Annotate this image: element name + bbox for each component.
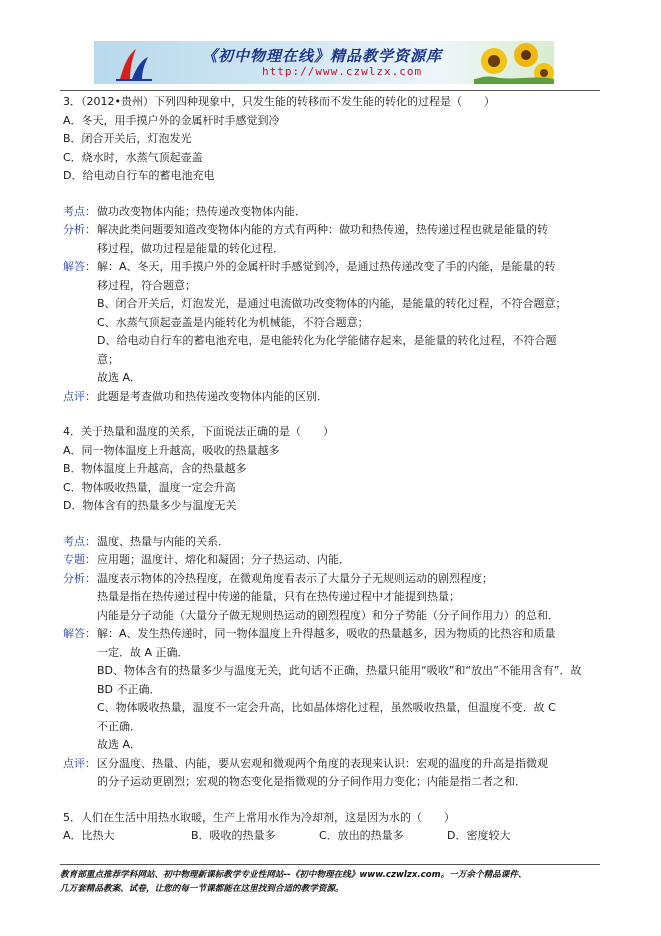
q5-stem: 5．人们在生活中用热水取暖，生产上常用水作为冷却剂，这是因为水的（ ） <box>63 810 455 824</box>
q5-option-c: C．放出的热量多 <box>319 829 404 842</box>
fenxi-line: 温度表示物体的冷热程度，在微观角度看表示了大量分子无规则运动的剧烈程度； <box>97 571 493 585</box>
fenxi-label: 分析： <box>63 223 96 236</box>
jieda-line: 意； <box>97 352 119 366</box>
sunflower-image <box>474 41 554 84</box>
footer-line-2: 几万套精品教案、试卷，让您的每一节课都能在这里找到合适的教学资源。 <box>60 884 344 894</box>
page-footer <box>60 864 600 896</box>
zhuanti-label: 专题： <box>63 553 96 566</box>
jieda-line: 解：A、冬天，用手摸户外的金属杆时手感觉到冷，是通过热传递改变了手的内能，是能量的转 <box>97 260 556 273</box>
banner-url[interactable]: http://www.czwlzx.com <box>262 65 423 78</box>
fenxi-line: 解决此类问题要知道改变物体内能的方式有两种：做功和热传递，热传递过程也就是能量的转 <box>97 223 548 236</box>
jieda-line: BD、物体含有的热量多少与温度无关，此句话不正确，热量只能用“吸收”和“放出”不能用含有”．故 <box>97 664 582 677</box>
q4-option-c: C．物体吸收热量，温度一定会升高 <box>63 480 236 494</box>
site-logo-icon <box>114 45 154 83</box>
kaodian-text: 做功改变物体内能；热传递改变物体内能． <box>97 204 306 218</box>
document-body <box>63 93 603 846</box>
jieda-line: 故选 A． <box>97 738 142 751</box>
jieda-line: C、水蒸气顶起壶盖是内能转化为机械能，不符合题意； <box>97 315 369 329</box>
kaodian-label: 考点： <box>63 534 96 548</box>
q5-option-b: B．吸收的热量多 <box>191 829 276 842</box>
kaodian-text: 温度、热量与内能的关系． <box>97 534 229 548</box>
q4-option-a: A．同一物体温度上升越高，吸收的热量越多 <box>63 443 280 457</box>
q4-option-b: B．物体温度上升越高，含的热量越多 <box>63 462 247 475</box>
footer-line-1: 教育部重点推荐学科网站、初中物理新课标教学专业性网站--《初中物理在线》www.czwlzx.com。一万余个精品课件、 <box>60 870 527 880</box>
jieda-line: C、物体吸收热量，温度不一定会升高，比如晶体熔化过程，虽然吸收热量，但温度不变．故 C <box>97 701 556 714</box>
jieda-line: 解：A、发生热传递时，同一物体温度上升得越多，吸收的热量越多，因为物质的比热容和质量 <box>97 627 556 640</box>
fenxi-label: 分析： <box>63 571 96 585</box>
q3-stem: 3．（2012•贵州）下列四种现象中，只发生能的转移而不发生能的转化的过程是（ ） <box>63 95 495 108</box>
dianping-label: 点评： <box>63 756 96 770</box>
q4-zhuanti <box>63 551 603 570</box>
q5-option-d: D．密度较大 <box>447 829 511 842</box>
jieda-line: 故选 A． <box>97 371 142 384</box>
header-rule <box>60 90 600 91</box>
q3-option-d: D．给电动自行车的蓄电池充电 <box>63 169 215 182</box>
jieda-line: B、闭合开关后，灯泡发光，是通过电流做功改变物体的内能，是能量的转化过程，不符合题意； <box>97 297 567 310</box>
q4-fenxi <box>63 570 603 626</box>
dianping-line: 区分温度、热量、内能，要从宏观和微观两个角度的表现来认识：宏观的温度的升高是指微观 <box>97 756 548 770</box>
fenxi-line: 移过程，做功过程是能量的转化过程． <box>97 241 284 255</box>
q3-option-c: C．烧水时，水蒸气顶起壶盖 <box>63 150 203 164</box>
q4-jieda <box>63 625 603 755</box>
q3-option-b: B．闭合开关后，灯泡发光 <box>63 132 192 145</box>
q5-option-a: A．比热大 <box>63 829 115 842</box>
q4-dianping <box>63 755 603 792</box>
jieda-line: 移过程，符合题意； <box>97 278 196 292</box>
jieda-label: 解答： <box>63 260 96 273</box>
jieda-line: D、给电动自行车的蓄电池充电，是电能转化为化学能储存起来，是能量的转化过程，不符合题 <box>97 334 557 347</box>
fenxi-line: 内能是分子动能（大量分子做无规则热运动的剧烈程度）和分子势能（分子间作用力）的总和． <box>97 608 559 622</box>
header-banner <box>94 41 554 84</box>
kaodian-label: 考点： <box>63 204 96 218</box>
jieda-line: 一定．故 A 正确． <box>97 645 189 659</box>
jieda-line: 不正确． <box>97 719 141 733</box>
jieda-line: BD 不正确． <box>97 682 161 696</box>
q3-dianping <box>63 388 603 407</box>
fenxi-line: 热量是指在热传递过程中传递的能量，只有在热传递过程中才能提到热量； <box>97 590 460 603</box>
banner-title: 《初中物理在线》精品教学资源库 <box>202 47 443 65</box>
q5-options <box>63 827 603 846</box>
dianping-text: 此题是考查做功和热传递改变物体内能的区别． <box>97 389 328 403</box>
zhuanti-text: 应用题；温度计、熔化和凝固；分子热运动、内能． <box>97 553 350 566</box>
dianping-line: 的分子运动更剧烈；宏观的物态变化是指微观的分子间作用力变化；内能是指二者之和． <box>97 775 526 788</box>
q4-option-d: D．物体含有的热量多少与温度无关 <box>63 499 237 512</box>
q4-stem: 4．关于热量和温度的关系，下面说法正确的是（ ） <box>63 425 334 438</box>
q4-kaodian <box>63 533 603 552</box>
jieda-label: 解答： <box>63 627 96 640</box>
q3-fenxi <box>63 221 603 258</box>
dianping-label: 点评： <box>63 389 96 403</box>
q3-option-a: A．冬天，用手摸户外的金属杆时手感觉到冷 <box>63 113 280 127</box>
q3-kaodian <box>63 203 603 222</box>
q3-jieda <box>63 258 603 388</box>
